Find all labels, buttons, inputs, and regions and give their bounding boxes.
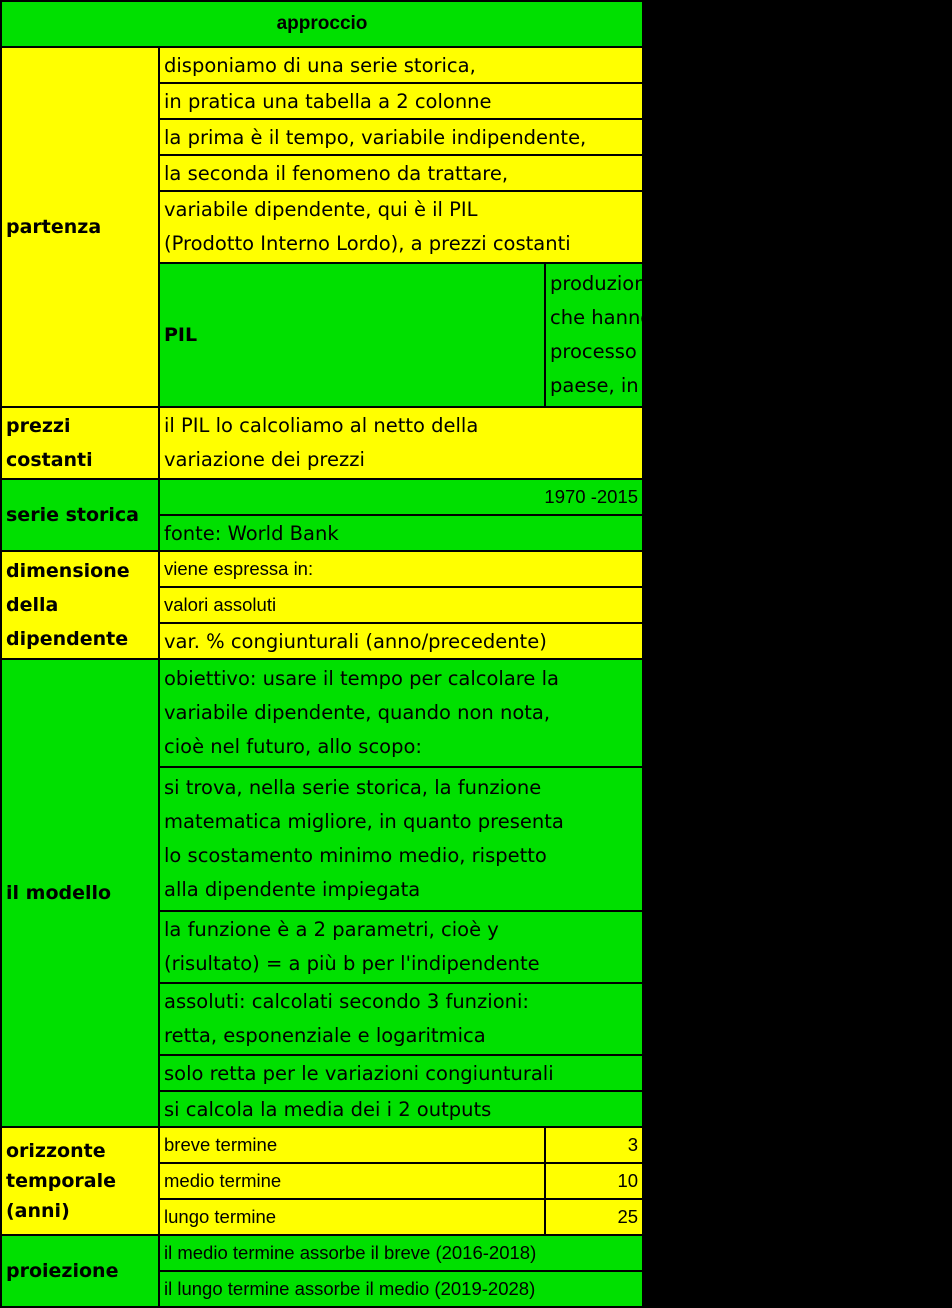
- label-dimensione-2: della: [6, 594, 59, 616]
- partenza-line-5: variabile dipendente, qui è il PIL: [164, 198, 478, 221]
- parametri-line-1: la funzione è a 2 parametri, cioè y: [164, 918, 499, 941]
- modello-assoluti: [159, 983, 643, 1055]
- modello-media: si calcola la media dei i 2 outputs: [159, 1091, 643, 1127]
- orizzonte-term-medio: medio termine: [159, 1163, 545, 1199]
- pil-line-2: che hanno una valorizzazione in un: [550, 306, 895, 329]
- serie-period: 1970 -2015: [159, 479, 643, 515]
- label-dimensione-1: dimensione: [6, 560, 130, 582]
- label-dimensione: [1, 551, 159, 659]
- label-orizzonte-3: (anni): [6, 1200, 70, 1222]
- proiezione-line-2: il lungo termine assorbe il medio (2019-2028): [159, 1271, 643, 1307]
- funzione-line-3: lo scostamento minimo medio, rispetto: [164, 844, 547, 867]
- label-pil: PIL: [159, 263, 545, 407]
- dimensione-line-2: valori assoluti: [159, 587, 643, 623]
- assoluti-line-1: assoluti: calcolati secondo 3 funzioni:: [164, 990, 529, 1013]
- modello-parametri: [159, 911, 643, 983]
- table-header: approccio: [1, 1, 643, 47]
- label-prezzi-1: prezzi: [6, 415, 71, 437]
- label-prezzi-2: costanti: [6, 449, 93, 471]
- modello-obiettivo: [159, 659, 643, 767]
- orizzonte-term-lungo: lungo termine: [159, 1199, 545, 1235]
- funzione-line-1: si trova, nella serie storica, la funzione: [164, 776, 542, 799]
- prezzi-definition: [159, 407, 643, 479]
- modello-funzione: [159, 767, 643, 911]
- label-orizzonte-2: temporale: [6, 1170, 117, 1192]
- partenza-line-3: la prima è il tempo, variabile indipendente,: [159, 119, 643, 155]
- serie-source: fonte: World Bank: [159, 515, 643, 551]
- orizzonte-term-breve: breve termine: [159, 1127, 545, 1163]
- label-proiezione: proiezione: [1, 1235, 159, 1307]
- label-orizzonte: [1, 1127, 159, 1235]
- partenza-line-4: la seconda il fenomeno da trattare,: [159, 155, 643, 191]
- pil-definition: [545, 263, 952, 407]
- partenza-line-1: disponiamo di una serie storica,: [159, 47, 643, 83]
- prezzi-line-2: variazione dei prezzi: [164, 448, 365, 471]
- pil-line-3: processo di scambio, dei residenti di un: [550, 340, 937, 363]
- obiettivo-line-1: obiettivo: usare il tempo per calcolare la: [164, 667, 559, 690]
- assoluti-line-2: retta, esponenziale e logaritmica: [164, 1024, 486, 1047]
- partenza-line-5-6: [159, 191, 643, 263]
- label-serie-storica: serie storica: [1, 479, 159, 551]
- partenza-line-2: in pratica una tabella a 2 colonne: [159, 83, 643, 119]
- label-partenza: partenza: [1, 47, 159, 407]
- orizzonte-years-lungo: 25: [545, 1199, 643, 1235]
- partenza-line-6: (Prodotto Interno Lordo), a prezzi costanti: [164, 232, 571, 255]
- funzione-line-2: matematica migliore, in quanto presenta: [164, 810, 564, 833]
- prezzi-line-1: il PIL lo calcoliamo al netto della: [164, 414, 479, 437]
- label-il-modello: il modello: [1, 659, 159, 1127]
- label-orizzonte-1: orizzonte: [6, 1140, 106, 1162]
- pil-line-4: paese, in un dato periodo: [550, 374, 800, 397]
- dimensione-line-1: viene espressa in:: [159, 551, 643, 587]
- pil-line-1: produzione di ricchezza, in beni e servizi,: [550, 272, 952, 295]
- proiezione-line-1: il medio termine assorbe il breve (2016-2018): [159, 1235, 643, 1271]
- label-dimensione-3: dipendente: [6, 628, 129, 650]
- modello-retta: solo retta per le variazioni congiunturali: [159, 1055, 643, 1091]
- funzione-line-4: alla dipendente impiegata: [164, 878, 421, 901]
- label-prezzi-costanti: [1, 407, 159, 479]
- dimensione-line-3: var. % congiunturali (anno/precedente): [159, 623, 643, 659]
- orizzonte-years-breve: 3: [545, 1127, 643, 1163]
- parametri-line-2: (risultato) = a più b per l'indipendente: [164, 952, 540, 975]
- orizzonte-years-medio: 10: [545, 1163, 643, 1199]
- obiettivo-line-2: variabile dipendente, quando non nota,: [164, 701, 551, 724]
- obiettivo-line-3: cioè nel futuro, allo scopo:: [164, 735, 422, 758]
